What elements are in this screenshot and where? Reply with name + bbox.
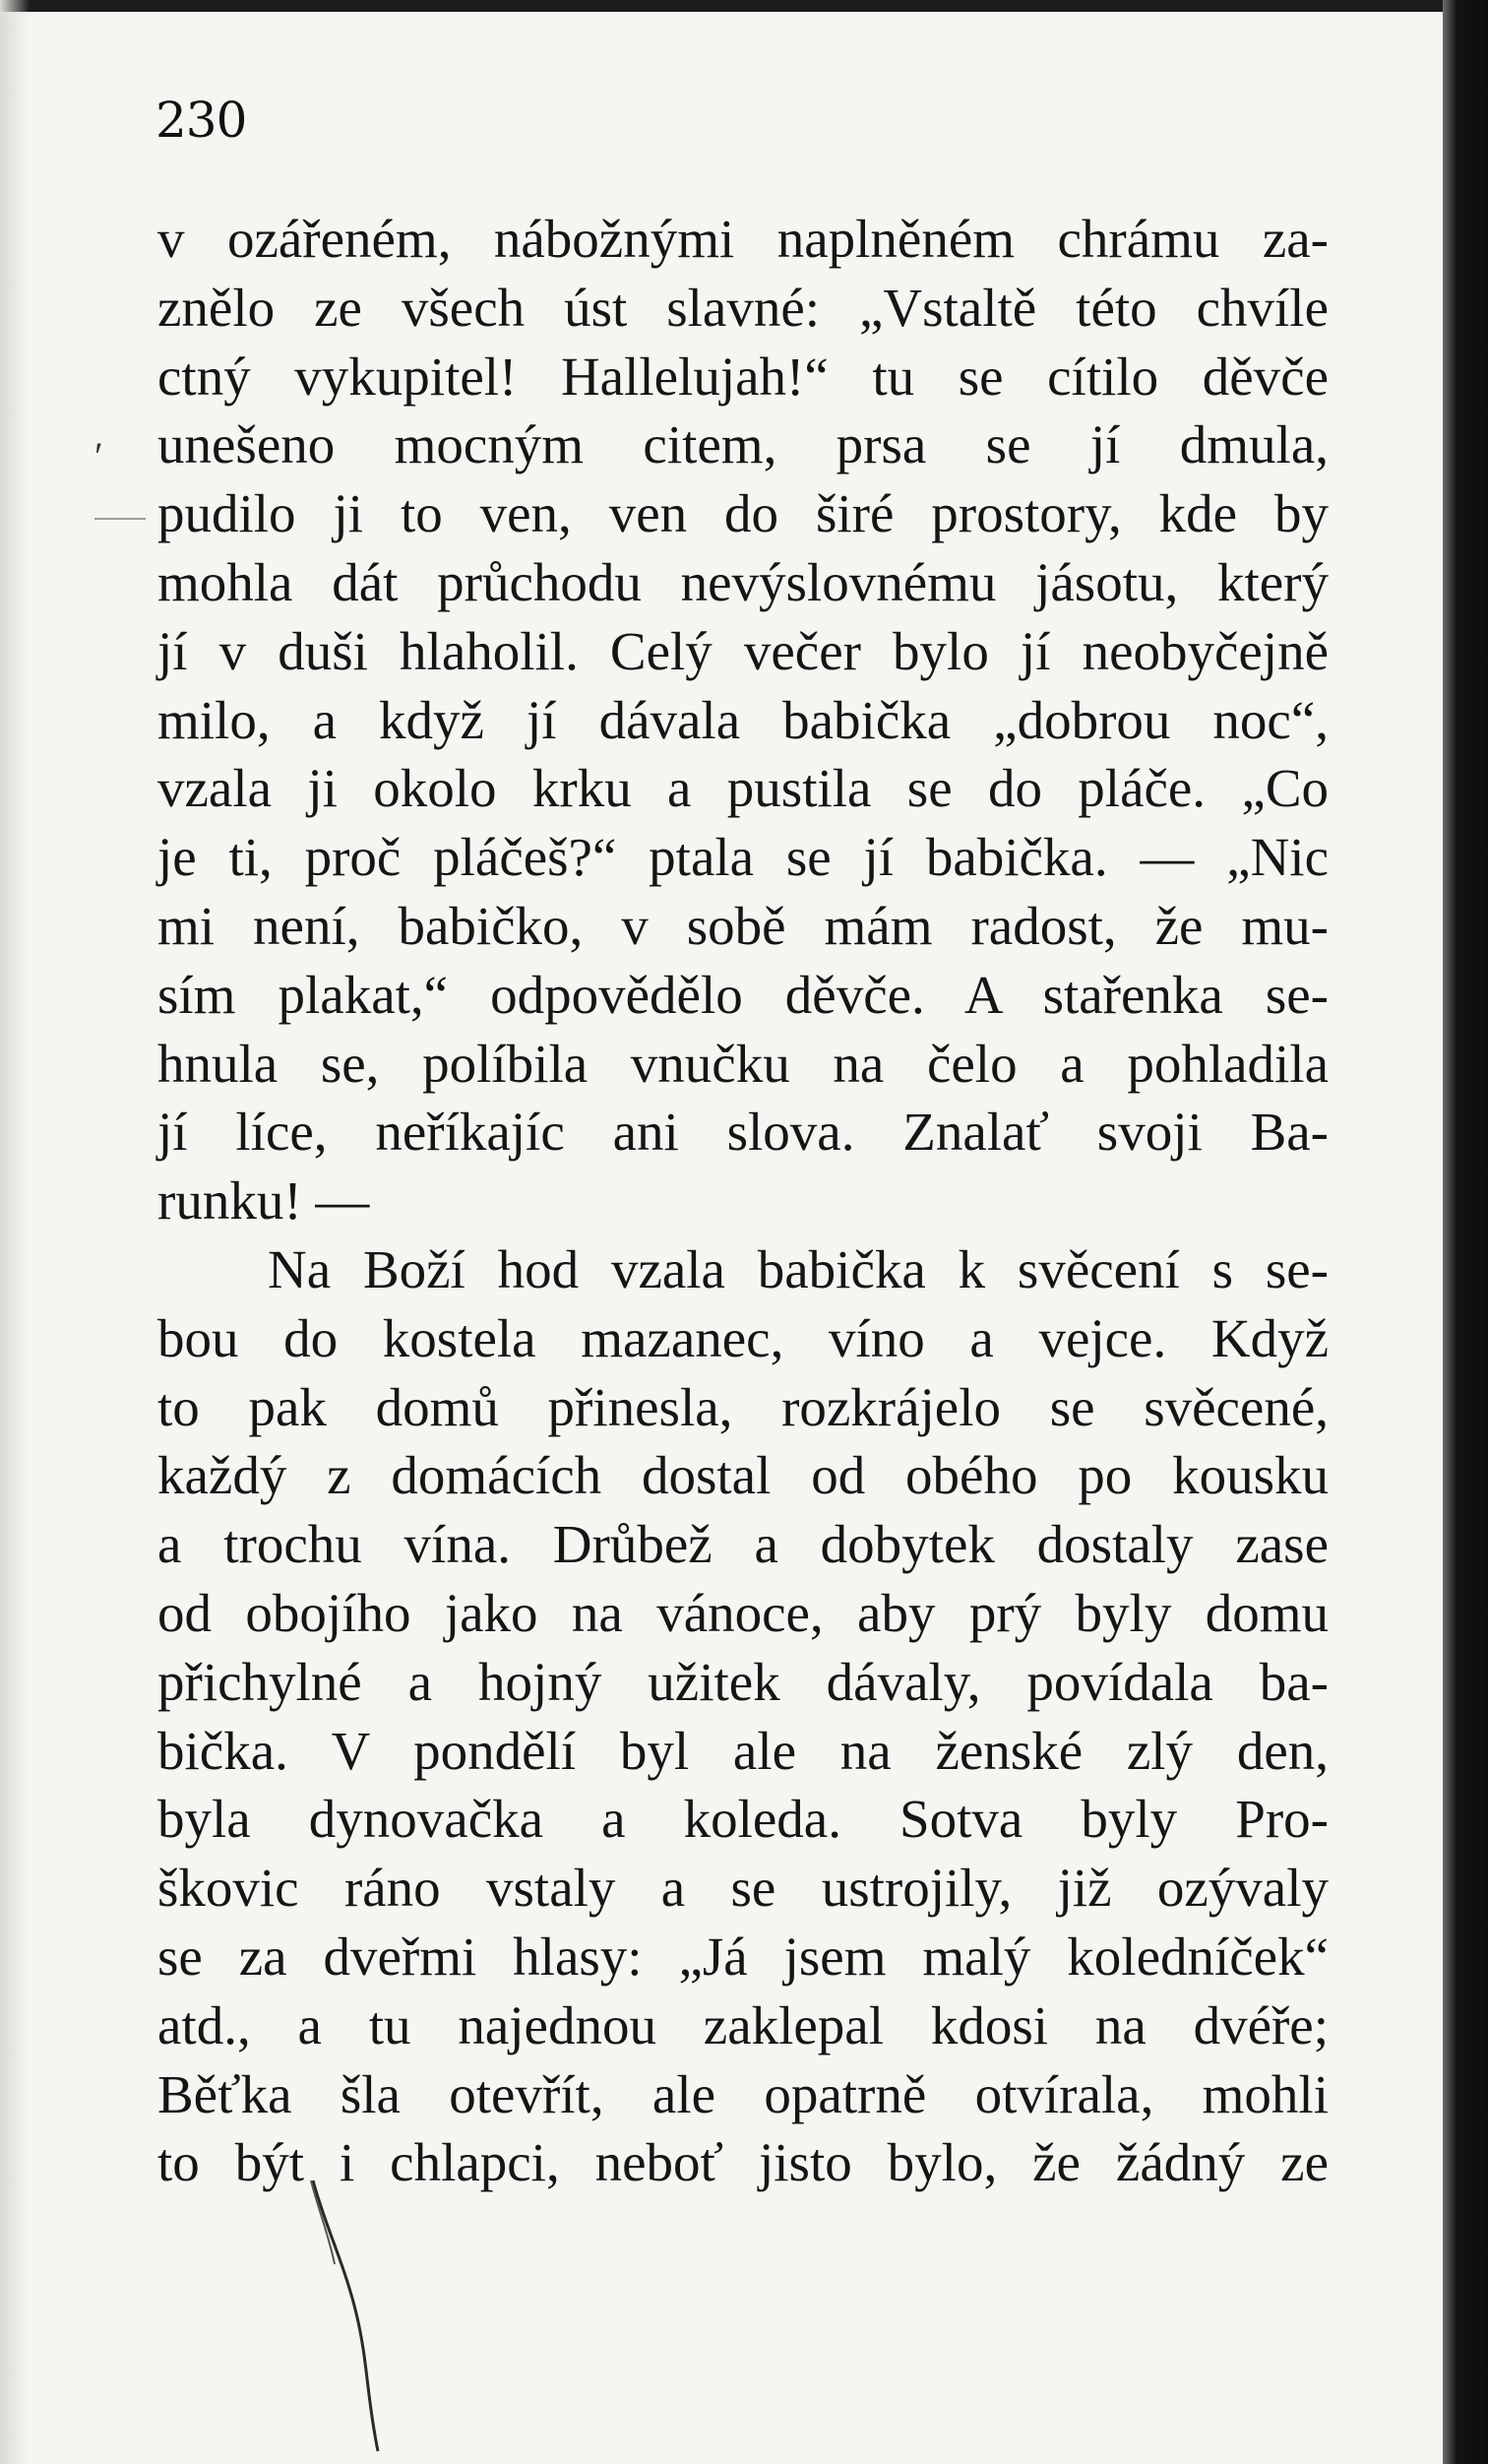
text-line: jí v duši hlaholil. Celý večer bylo jí neobyčejně: [157, 620, 1329, 681]
text-line: se za dveřmi hlasy: „Já jsem malý koledníček“: [157, 1926, 1329, 1987]
margin-pencil-mark: ′: [94, 434, 103, 478]
text-line: hnula se, políbila vnučku na čelo a pohladila: [157, 1033, 1329, 1094]
text-line: to být i chlapci, neboť jisto bylo, že žádný ze: [157, 2132, 1329, 2193]
text-line: každý z domácích dostal od obého po kousku: [157, 1445, 1329, 1506]
paragraph-first-line: Na Boží hod vzala babička k svěcení s se-: [268, 1238, 1329, 1299]
text-line: je ti, proč pláčeš?“ ptala se jí babička. — „Nic: [157, 827, 1329, 888]
text-line: a trochu vína. Drůbež a dobytek dostaly zase: [157, 1514, 1329, 1575]
text-line: to pak domů přinesla, rozkrájelo se svěcené,: [157, 1376, 1329, 1437]
text-line: Běťka šla otevřít, ale opatrně otvírala, mohli: [157, 2063, 1329, 2124]
text-line: unešeno mocným citem, prsa se jí dmula,: [157, 414, 1329, 475]
text-line: mi není, babičko, v sobě mám radost, že mu-: [157, 895, 1329, 956]
text-line: jí líce, neříkajíc ani slova. Znalať svoji Ba-: [157, 1102, 1329, 1163]
text-line: škovic ráno vstaly a se ustrojily, již ozývaly: [157, 1858, 1329, 1919]
text-line: mohla dát průchodu nevýslovnému jásotu, který: [157, 551, 1329, 612]
text-line: atd., a tu najednou zaklepal kdosi na dvéře;: [157, 1994, 1329, 2055]
text-line: bou do kostela mazanec, víno a vejce. Když: [157, 1307, 1329, 1368]
paragraph-end-line: runku! —: [157, 1170, 370, 1232]
text-line: znělo ze všech úst slavné: „Vstaltě této chvíle: [157, 277, 1329, 338]
text-line: od obojího jako na vánoce, aby prý byly domu: [157, 1582, 1329, 1643]
text-line: v ozářeném, nábožnými naplněném chrámu za-: [157, 209, 1329, 269]
text-line: vzala ji okolo krku a pustila se do pláče. „Co: [157, 758, 1329, 819]
text-line: sím plakat,“ odpovědělo děvče. A stařenka se-: [157, 964, 1329, 1025]
text-line: ctný vykupitel! Hallelujah!“ tu se cítilo děvče: [157, 346, 1329, 407]
text-line: bička. V pondělí byl ale na ženské zlý den,: [157, 1720, 1329, 1781]
text-line: pudilo ji to ven, ven do širé prostory, kde by: [157, 483, 1329, 544]
text-line: milo, a když jí dávala babička „dobrou noc“,: [157, 689, 1329, 750]
text-line: přichylné a hojný užitek dávaly, povídala ba-: [157, 1651, 1329, 1712]
text-line: byla dynovačka a koleda. Sotva byly Pro-: [157, 1789, 1329, 1850]
page-number: 230: [155, 92, 247, 149]
